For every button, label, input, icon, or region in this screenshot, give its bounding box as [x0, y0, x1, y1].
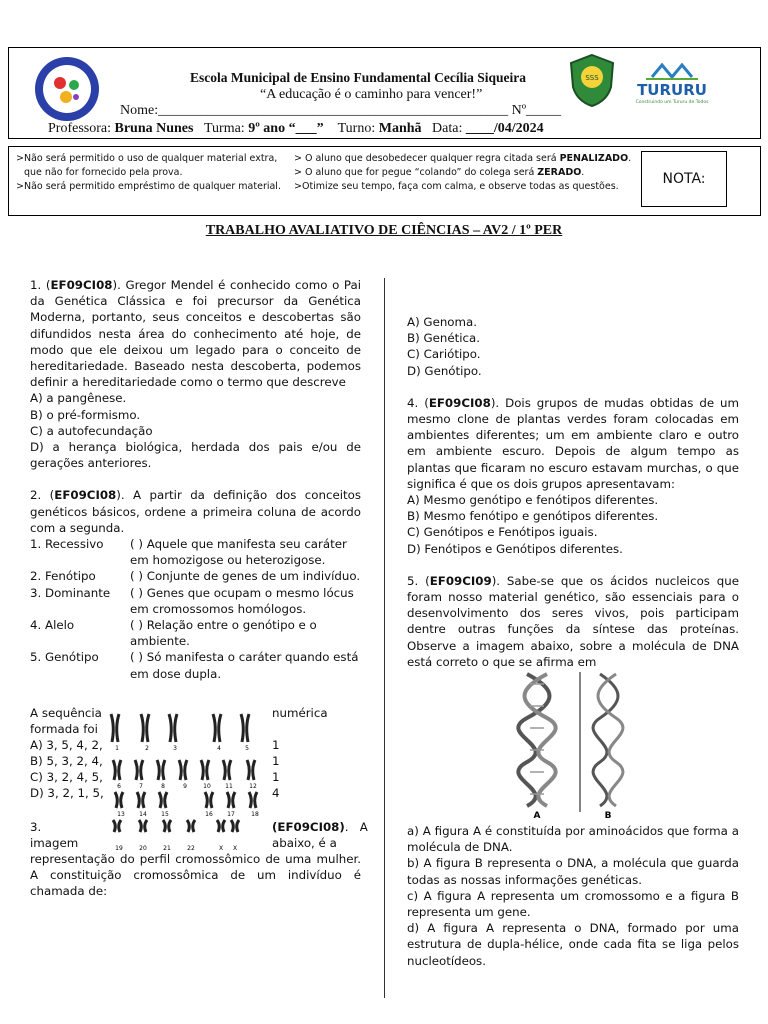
school-name: Escola Municipal de Ensino Fundamental Cecília Siqueira	[190, 70, 527, 85]
shield-logo	[567, 53, 617, 108]
rule-2: >Não será permitido empréstimo de qualquer material.	[16, 181, 281, 192]
chromosome-number: 11	[225, 783, 233, 790]
chromosome-number: 5	[245, 745, 249, 752]
q3-option-b[interactable]: B) Genética.	[407, 331, 480, 346]
chromosome-pair	[113, 760, 121, 780]
chromosome-pair	[241, 714, 249, 742]
shift-label: Turno:	[337, 121, 376, 136]
chromosome-number: 20	[139, 845, 147, 852]
teacher-name: Bruna Nunes	[114, 121, 194, 136]
dna-helix-b	[593, 674, 623, 806]
chromosome-pair	[247, 760, 255, 780]
q4-option-c[interactable]: C) Genótipos e Fenótipos iguais.	[407, 525, 598, 540]
q2-option-b[interactable]: B) 5, 3, 2, 4,	[30, 754, 103, 768]
chromosome-number: 17	[227, 811, 235, 818]
q2-seq-right: numérica	[272, 706, 328, 720]
rule-5: >Otimize seu tempo, faça com calma, e observe todas as questões.	[294, 181, 619, 192]
q3-code: (EF09CI08). A	[272, 820, 368, 834]
chromosome-pair	[227, 792, 235, 808]
chromosome-pair	[179, 760, 187, 780]
column-divider	[384, 278, 385, 998]
figure-a-label: A	[533, 811, 541, 820]
svg-text:TURURU: TURURU	[637, 81, 707, 99]
date-label: Data:	[432, 121, 463, 136]
chromosome-number: 9	[183, 783, 187, 790]
q5-option-d[interactable]: d) A figura A representa o DNA, formado por uma estrutura de dupla-hélice, onde cada fita se liga pelos nucleotídeos.	[407, 921, 739, 968]
q1-option-c[interactable]: C) a autofecundação	[30, 423, 153, 438]
chromosome-pair	[213, 714, 221, 742]
chromosome-pair	[115, 792, 123, 808]
q3-option-d[interactable]: D) Genótipo.	[407, 363, 482, 378]
chromosome-number: 21	[163, 845, 171, 852]
chromosome-number: 10	[203, 783, 211, 790]
q1-option-d[interactable]: D) a herança biológica, herdada dos pais e/ou de gerações anteriores.	[30, 440, 361, 471]
municipality-logo	[632, 55, 712, 107]
chromosome-number: 8	[161, 783, 165, 790]
chromosome-pair	[249, 792, 257, 808]
chromosome-number: 3	[173, 745, 177, 752]
class-label: Turma:	[203, 121, 245, 136]
date-value: ____/04/2024	[465, 121, 544, 136]
q4-option-b[interactable]: B) Mesmo fenótipo e genótipos diferentes.	[407, 509, 659, 524]
school-motto: “A educação é o caminho para vencer!”	[260, 87, 483, 102]
question-5: 5. (EF09CI09). Sabe-se que os ácidos nucleicos que foram nosso material genético, são essenciais para o desenvolvimento dos seres vivos, pois participam dentre outras funções da síntese das proteínas. Observe a imagem abaixo, sobre a molécula de DNA está correto o que se afirma em	[407, 573, 739, 669]
school-logo	[30, 55, 105, 123]
right-column	[407, 314, 739, 670]
q3-option-a[interactable]: A) Genoma.	[407, 315, 477, 329]
q2-option-a-end: 1	[272, 738, 280, 752]
q2-option-d-end: 4	[272, 786, 280, 800]
q3-word-imagem: imagem	[30, 836, 79, 850]
chromosome-pair	[159, 792, 167, 808]
chromosome-number: 22	[187, 845, 195, 852]
grade-box	[641, 151, 727, 207]
teacher-label: Professora:	[48, 121, 111, 136]
chromosome-number: 15	[161, 811, 169, 818]
q4-option-d[interactable]: D) Fenótipos e Genótipos diferentes.	[407, 541, 623, 556]
rule-4: > O aluno que for pegue “colando” do colega será ZERADO.	[294, 167, 585, 178]
q2-pair-2: 2. Fenótipo ( ) Conjunte de genes de um indivíduo.	[30, 569, 361, 584]
chromosome-number: 13	[117, 811, 125, 818]
chromosome-number: 18	[251, 811, 259, 818]
chromosome-pair	[139, 820, 147, 832]
q2-seq-left: A sequência	[30, 706, 102, 720]
q2-pair-4: 4. Alelo ( ) Relação entre o genótipo e o ambiente.	[30, 618, 317, 649]
q5-option-c[interactable]: c) A figura A representa um cromossomo e a figura B representa um gene.	[407, 888, 739, 920]
chromosome-pair	[217, 820, 225, 832]
q2-seq-left2: formada foi	[30, 722, 98, 736]
chromosome-number: 16	[205, 811, 213, 818]
chromosome-pair	[231, 820, 239, 832]
question-2: 2. (EF09CI08). A partir da definição dos conceitos genéticos básicos, ordene a primeira coluna de acordo com a segunda.	[30, 488, 362, 535]
q2-option-c-end: 1	[272, 770, 280, 784]
figure-b-label: B	[604, 811, 612, 820]
chromosome-pair	[137, 792, 145, 808]
chromosome-pair	[205, 792, 213, 808]
chromosome-pair	[187, 820, 195, 832]
dna-figure	[512, 672, 630, 820]
q3-word-abaixo: abaixo, é a	[272, 836, 337, 850]
question-3-text: representação do perfil cromossômico de uma mulher. A constituição cromossômica de um indivíduo é chamada de:	[30, 852, 361, 899]
karyotype-figure	[105, 712, 270, 852]
rule-1b: que não for fornecido pela prova.	[24, 167, 183, 178]
q5-options	[407, 823, 739, 969]
q1-option-a[interactable]: A) a pangênese.	[30, 391, 127, 406]
chromosome-number: 12	[249, 783, 257, 790]
chromosome-number: 7	[139, 783, 143, 790]
q5-option-a[interactable]: a) A figura A é constituída por aminoácidos que forma a molécula de DNA.	[407, 824, 739, 855]
rule-3: > O aluno que desobedecer qualquer regra citada será PENALIZADO.	[294, 153, 632, 164]
chromosome-pair	[169, 714, 177, 742]
q2-option-b-end: 1	[272, 754, 280, 768]
q5-option-b[interactable]: b) A figura B representa o DNA, a molécula que guarda todas as nossas informações genéticas.	[407, 856, 739, 887]
shift-value: Manhã	[378, 121, 422, 136]
chromosome-pair	[141, 714, 149, 742]
chromosome-pair	[201, 760, 209, 780]
chromosome-number: 1	[115, 745, 119, 752]
chromosome-number: 2	[145, 745, 149, 752]
q1-option-b[interactable]: B) o pré-formismo.	[30, 407, 141, 422]
chromosome-pair	[163, 820, 171, 832]
svg-text:SSS: SSS	[585, 74, 599, 82]
chromosome-number: 6	[117, 783, 121, 790]
name-field-line: Nome:__________________________________________________ Nº_____	[120, 103, 562, 118]
chromosome-number: X	[232, 845, 238, 852]
teacher-line	[48, 121, 544, 137]
q2-pair-1: 1. Recessivo ( ) Aquele que manifesta seu caráter em homozigose ou heterozigose.	[30, 537, 347, 568]
chromosome-number: 14	[139, 811, 147, 818]
chromosome-number: 4	[217, 745, 221, 752]
grade-label: NOTA:	[662, 171, 706, 187]
question-4: 4. (EF09CI08). Dois grupos de mudas obtidas de um mesmo clone de plantas verdes foram colocadas em ambientes diferentes; um em ambiente claro e outro em ambiente escuro. Depois de algum tempo as plantas que ficaram no escuro estavam murchas, o que significa é que os dois grupos apresentavam:	[407, 395, 739, 491]
q2-option-a[interactable]: A) 3, 5, 4, 2,	[30, 738, 103, 752]
chromosome-pair	[111, 714, 119, 742]
question-1: 1. (EF09CI08). Gregor Mendel é conhecido como o Pai da Genética Clássica e foi precursor da Genética Moderna, portanto, seus conceitos e descobertas são difundidos nesta área do conhecimento até hoje, de modo que ele deixou um legado para o conceito de hereditariedade. Baseado nesta descoberta, podemos definir a hereditariedade como o termo que descreve	[30, 278, 362, 390]
q4-option-a[interactable]: A) Mesmo genótipo e fenótipos diferentes.	[407, 493, 659, 508]
chromosome-pair	[135, 760, 143, 780]
dna-helix-a	[518, 674, 555, 806]
chromosome-pair	[157, 760, 165, 780]
rule-1: >Não será permitido o uso de qualquer material extra,	[16, 153, 278, 164]
q2-option-d[interactable]: D) 3, 2, 1, 5,	[30, 786, 104, 800]
page-title: TRABALHO AVALIATIVO DE CIÊNCIAS – AV2 / 1º PER	[205, 223, 563, 238]
chromosome-pair	[223, 760, 231, 780]
left-column	[30, 277, 361, 682]
chromosome-pair	[113, 820, 121, 832]
chromosome-number: 19	[115, 845, 123, 852]
chromosome-number: X	[218, 845, 224, 852]
q2-pair-3: 3. Dominante ( ) Genes que ocupam o mesmo lócus em cromossomos homólogos.	[30, 585, 354, 616]
svg-text:Construindo um Tururu de Todos: Construindo um Tururu de Todos	[635, 100, 709, 105]
class-value: 9º ano “___”	[248, 121, 324, 136]
q3-number: 3.	[30, 820, 42, 834]
q2-option-c[interactable]: C) 3, 2, 4, 5,	[30, 770, 103, 784]
q3-option-c[interactable]: C) Cariótipo.	[407, 347, 481, 362]
q2-pair-5: 5. Genótipo ( ) Só manifesta o caráter quando está em dose dupla.	[30, 650, 359, 681]
